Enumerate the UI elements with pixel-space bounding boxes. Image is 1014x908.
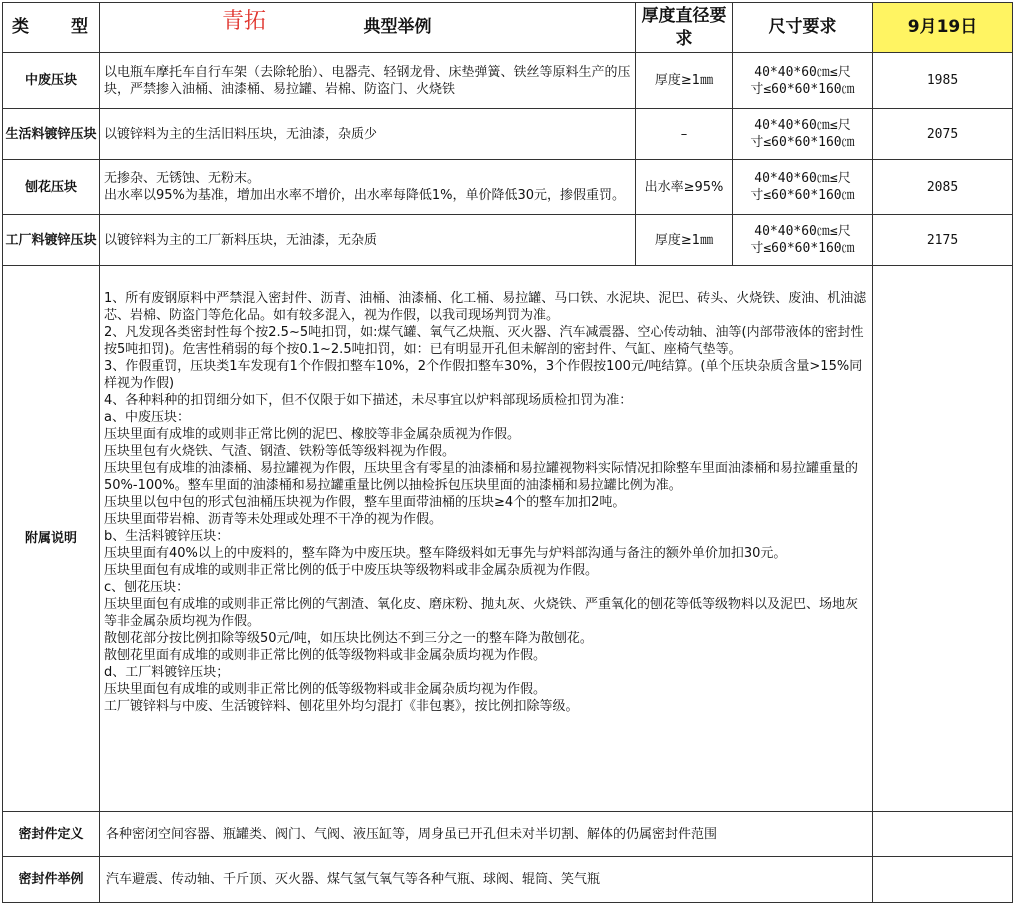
- example-cell: 以电瓶车摩托车自行车架（去除轮胎）、电器壳、轻钢龙骨、床垫弹簧、铁丝等原料生产的压块，严禁掺入油桶、油漆桶、易拉罐、岩棉、防盗门、火烧铁: [100, 53, 636, 109]
- header-type: 类 型: [3, 3, 100, 53]
- table-row: [3, 53, 1013, 109]
- appendix-line: 压块里面有成堆的或则非正常比例的泥巴、橡胶等非金属杂质视为作假。: [104, 427, 521, 442]
- empty-cell: [873, 266, 1013, 812]
- appendix-line: 压块里以包中包的形式包油桶压块视为作假，整车里面带油桶的压块≥4个的整车加扣2吨。: [104, 495, 626, 510]
- appendix-line: 压块里包有火烧铁、气渣、钢渣、铁粉等低等级料视为作假。: [104, 444, 456, 459]
- thickness-cell: 厚度≥1㎜: [636, 53, 733, 109]
- table-row: [3, 215, 1013, 266]
- header-date: 9月19日: [873, 3, 1013, 53]
- table-row: [3, 109, 1013, 160]
- example-cell: 以镀锌料为主的工厂新料压块，无油漆，无杂质: [100, 215, 636, 266]
- price-cell: 1985: [873, 53, 1013, 109]
- size-cell: 40*40*60㎝≤尺 寸≤60*60*160㎝: [733, 109, 873, 160]
- appendix-line: c、刨花压块：: [104, 580, 190, 595]
- appendix-notes: [100, 266, 873, 812]
- table-row: [3, 160, 1013, 215]
- header-thickness: 厚度直径要求: [636, 3, 733, 53]
- price-table: [2, 2, 1013, 903]
- seal-definition-text: 各种密闭空间容器、瓶罐类、阀门、气阀、液压缸等，周身虽已开孔但未对半切割、解体的仍属密封件范围: [100, 812, 873, 857]
- empty-cell: [873, 812, 1013, 857]
- appendix-line: b、生活料镀锌压块：: [104, 529, 230, 544]
- appendix-line: 3、作假重罚，压块类1车发现有1个作假扣整车10%，2个作假扣整车30%，3个作假按100元/吨结算。(单个压块杂质含量>15%同样视为作假): [104, 359, 863, 391]
- header-example: 青拓 典型举例: [100, 3, 636, 53]
- price-cell: 2085: [873, 160, 1013, 215]
- brand-logo-text: 青拓: [222, 9, 267, 34]
- example-cell: 以镀锌料为主的生活旧料压块，无油漆，杂质少: [100, 109, 636, 160]
- price-cell: 2175: [873, 215, 1013, 266]
- category-cell: 生活料镀锌压块: [3, 109, 100, 160]
- price-cell: 2075: [873, 109, 1013, 160]
- appendix-line: d、工厂料镀锌压块；: [104, 665, 230, 680]
- size-cell: 40*40*60㎝≤尺 寸≤60*60*160㎝: [733, 53, 873, 109]
- category-cell: 刨花压块: [3, 160, 100, 215]
- category-cell: 工厂料镀锌压块: [3, 215, 100, 266]
- seal-examples-label: 密封件举例: [3, 857, 100, 903]
- appendix-line: 压块里面包有成堆的或则非正常比例的气割渣、氧化皮、磨床粉、抛丸灰、火烧铁、严重氧化的刨花等低等级物料以及泥巴、场地灰等非金属杂质均视为作假。: [104, 597, 859, 629]
- size-cell: 40*40*60㎝≤尺 寸≤60*60*160㎝: [733, 160, 873, 215]
- appendix-line: 散刨花里面有成堆的或则非正常比例的低等级物料或非金属杂质均视为作假。: [104, 648, 547, 663]
- appendix-line: 压块里面有40%以上的中废料的，整车降为中废压块。整车降级料如无事先与炉料部沟通与备注的额外单价加扣30元。: [104, 546, 787, 561]
- appendix-line: 压块里面带岩棉、沥青等未处理或处理不干净的视为作假。: [104, 512, 443, 527]
- header-size: 尺寸要求: [733, 3, 873, 53]
- seal-definition-label: 密封件定义: [3, 812, 100, 857]
- appendix-line: 散刨花部分按比例扣除等级50元/吨，如压块比例达不到三分之一的整车降为散刨花。: [104, 631, 593, 646]
- appendix-row: [3, 266, 1013, 812]
- appendix-line: 4、各种料种的扣罚细分如下，但不仅限于如下描述，未尽事宜以炉料部现场质检扣罚为准：: [104, 393, 633, 408]
- category-cell: 中废压块: [3, 53, 100, 109]
- seal-definition-row: [3, 812, 1013, 857]
- example-cell: 无掺杂、无锈蚀、无粉末。 出水率以95%为基准，增加出水率不增价，出水率每降低1%，单价降低30元，掺假重罚。: [100, 160, 636, 215]
- appendix-line: 1、所有废钢原料中严禁混入密封件、沥青、油桶、油漆桶、化工桶、易拉罐、马口铁、水泥块、泥巴、砖头、火烧铁、废油、机油滤芯、岩棉、防盗门等危化品。如有较多混入，视为作假，以我司现场判罚为准。: [104, 291, 867, 323]
- appendix-line: 压块里面包有成堆的或则非正常比例的低等级物料或非金属杂质均视为作假。: [104, 682, 547, 697]
- header-row: [3, 3, 1013, 53]
- thickness-cell: –: [636, 109, 733, 160]
- appendix-line: 压块里面包有成堆的或则非正常比例的低于中废压块等级物料或非金属杂质视为作假。: [104, 563, 599, 578]
- thickness-cell: 出水率≥95%: [636, 160, 733, 215]
- appendix-line: 2、凡发现各类密封性每个按2.5~5吨扣罚，如:煤气罐、氧气乙炔瓶、灭火器、汽车减震器、空心传动轴、油等(内部带液体的密封性按5吨扣罚)。危害性稍弱的每个按0.1~2.5吨扣罚，如：已有明显开孔但未解剖的密封件、气缸、座椅气垫等。: [104, 325, 864, 357]
- appendix-label: 附属说明: [3, 266, 100, 812]
- seal-examples-text: 汽车避震、传动轴、千斤顶、灭火器、煤气氢气氧气等各种气瓶、球阀、辊筒、笑气瓶: [100, 857, 873, 903]
- seal-examples-row: [3, 857, 1013, 903]
- empty-cell: [873, 857, 1013, 903]
- appendix-line: 工厂镀锌料与中废、生活镀锌料、刨花里外均匀混打《非包裹》，按比例扣除等级。: [104, 699, 579, 714]
- size-cell: 40*40*60㎝≤尺 寸≤60*60*160㎝: [733, 215, 873, 266]
- appendix-line: 压块里包有成堆的油漆桶、易拉罐视为作假，压块里含有零星的油漆桶和易拉罐视物料实际情况扣除整车里面油漆桶和易拉罐重量的50%-100%。整车里面的油漆桶和易拉罐重量比例以抽检拆包压块里面的油漆桶和易拉罐比例为准。: [104, 461, 859, 493]
- thickness-cell: 厚度≥1㎜: [636, 215, 733, 266]
- appendix-line: a、中废压块：: [104, 410, 190, 425]
